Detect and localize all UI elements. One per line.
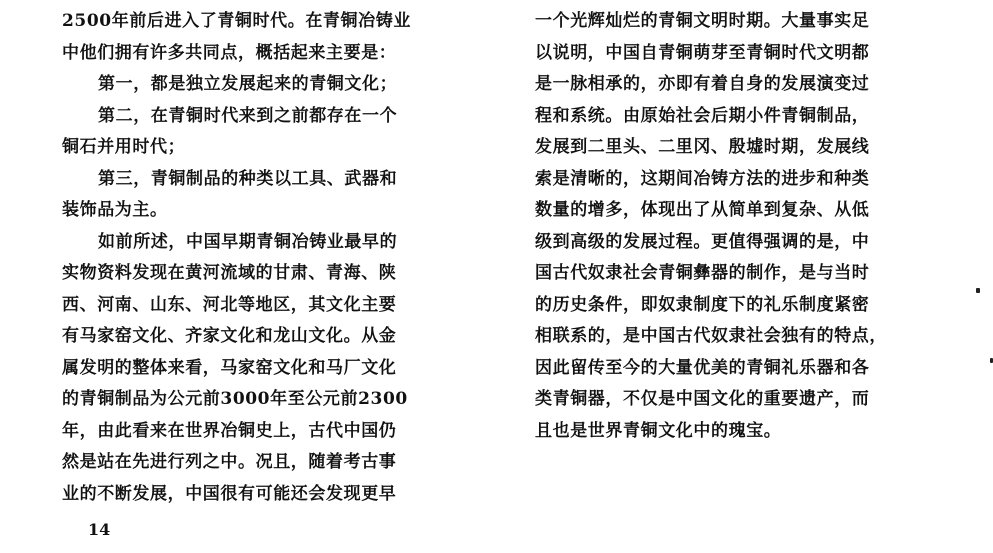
left-column-line: 第一，都是独立发展起来的青铜文化； bbox=[98, 74, 398, 94]
left-column-line: 业的不断发展，中国很有可能还会发现更早 bbox=[62, 483, 397, 504]
left-column-line: 铜石并用时代； bbox=[62, 137, 186, 157]
right-column-line: 以说明，中国自青铜萌芽至青铜时代文明都 bbox=[535, 42, 870, 63]
right-column-line: 级到高级的发展过程。更值得强调的是，中 bbox=[535, 231, 870, 252]
right-column-line: 一个光辉灿烂的青铜文明时期。大量事实足 bbox=[535, 11, 870, 31]
left-column-line: 年，由此看来在世界冶铜史上，古代中国仍 bbox=[62, 420, 397, 441]
left-column-line: 有马家窑文化、齐家文化和龙山文化。从金 bbox=[62, 326, 397, 346]
left-column-line: 然是站在先进行列之中。况且，随着考古事 bbox=[62, 452, 397, 472]
left-column-line: 2500年前后进入了青铜时代。在青铜冶铸业 bbox=[62, 11, 411, 31]
right-column-line: 发展到二里头、二里冈、殷墟时期，发展线 bbox=[535, 137, 870, 157]
right-column-line: 索是清晰的，这期间冶铸方法的进步和种类 bbox=[535, 168, 870, 189]
right-column-line: 类青铜器，不仅是中国文化的重要遗产，而 bbox=[535, 389, 870, 409]
right-column-line: 的历史条件，即奴隶制度下的礼乐制度紧密 bbox=[535, 294, 870, 315]
left-text-column bbox=[62, 6, 470, 510]
page-number: 14 bbox=[88, 520, 111, 539]
left-column-line: 装饰品为主。 bbox=[62, 200, 168, 220]
right-column-line: 是一脉相承的，亦即有着自身的发展演变过 bbox=[535, 74, 870, 94]
scan-speck bbox=[976, 288, 980, 293]
right-column-line: 数量的增多，体现出了从简单到复杂、从低 bbox=[535, 200, 870, 220]
left-column-line: 第二，在青铜时代来到之前都存在一个 bbox=[98, 105, 398, 126]
right-column-line: 国古代奴隶社会青铜彝器的制作，是与当时 bbox=[535, 263, 870, 283]
left-column-line: 第三，青铜制品的种类以工具、武器和 bbox=[98, 168, 398, 189]
left-column-line: 如前所述，中国早期青铜冶铸业最早的 bbox=[98, 231, 398, 252]
left-column-line: 的青铜制品为公元前3000年至公元前2300 bbox=[62, 389, 408, 409]
left-column-line: 实物资料发现在黄河流域的甘肃、青海、陕 bbox=[62, 263, 397, 283]
left-column-line: 西、河南、山东、河北等地区，其文化主要 bbox=[62, 294, 397, 315]
left-column-line: 属发明的整体来看，马家窑文化和马厂文化 bbox=[62, 357, 397, 378]
right-text-column bbox=[535, 6, 943, 447]
right-column-line: 且也是世界青铜文化中的瑰宝。 bbox=[535, 420, 782, 441]
left-column-line: 中他们拥有许多共同点，概括起来主要是： bbox=[62, 42, 397, 63]
right-column-line: 因此留传至今的大量优美的青铜礼乐器和各 bbox=[535, 357, 870, 378]
right-column-line: 程和系统。由原始社会后期小件青铜制品， bbox=[535, 105, 870, 126]
right-column-line: 相联系的，是中国古代奴隶社会独有的特点， bbox=[535, 326, 887, 346]
